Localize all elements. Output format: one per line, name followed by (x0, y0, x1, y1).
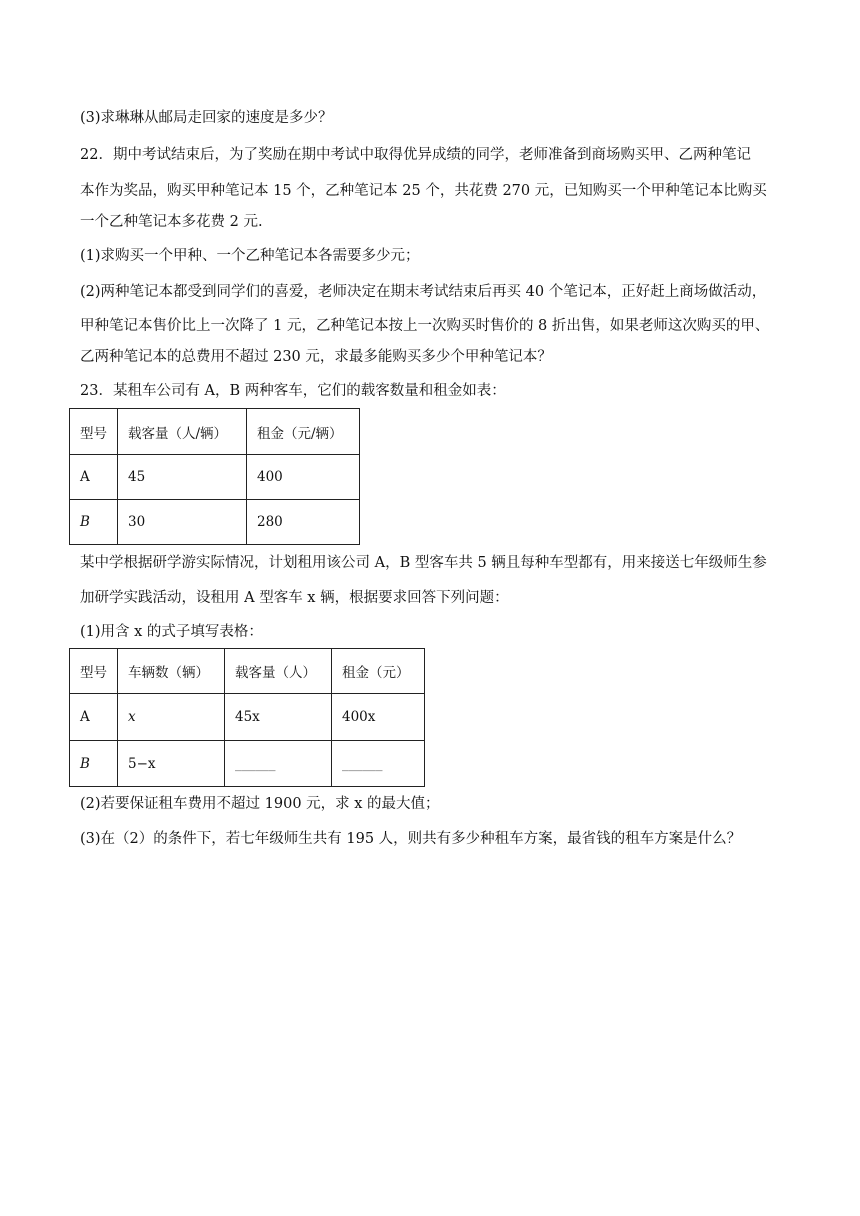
table-row (70, 500, 360, 545)
q23-part3: (3)在（2）的条件下，若七年级师生共有 195 人，则共有多少种租车方案，最省钱的租车方案是什么？ (80, 831, 742, 847)
rental-info-table (69, 408, 360, 545)
q22-stem-line1: 22．期中考试结束后，为了奖励在期中考试中取得优异成绩的同学，老师准备到商场购买甲、乙两种笔记 (80, 147, 751, 163)
table-row (70, 741, 425, 787)
q23-part1: (1)用含 x 的式子填写表格： (80, 624, 263, 640)
answer-blank[interactable]: ______ (332, 741, 425, 787)
q23-intro: 23．某租车公司有 A，B 两种客车，它们的载客数量和租金如表： (80, 383, 506, 399)
table-header-cell: 租金（元/辆） (247, 409, 360, 455)
table-cell: 400x (332, 694, 425, 741)
q22-part2-line3: 乙两种笔记本的总费用不超过 230 元，求最多能购买多少个甲种笔记本？ (80, 349, 552, 365)
table-cell: x (118, 694, 225, 741)
q22-part2-line2: 甲种笔记本售价比上一次降了 1 元，乙种笔记本按上一次购买时售价的 8 折出售，如果老师这次购买的甲、 (80, 318, 770, 334)
q22-part2-line1: (2)两种笔记本都受到同学们的喜爱，老师决定在期末考试结束后再买 40 个笔记本，正好赶上商场做活动， (80, 284, 767, 300)
table-header-cell: 型号 (70, 409, 118, 455)
table-cell: B (70, 741, 118, 787)
q21-part3: (3)求琳琳从邮局走回家的速度是多少？ (80, 110, 333, 126)
table-cell: 400 (247, 455, 360, 500)
q22-part1: (1)求购买一个甲种、一个乙种笔记本各需要多少元； (80, 248, 420, 264)
q23-part2: (2)若要保证租车费用不超过 1900 元，求 x 的最大值； (80, 796, 440, 812)
q22-stem-line3: 一个乙种笔记本多花费 2 元. (80, 214, 263, 230)
table-cell: A (70, 694, 118, 741)
table-cell: A (70, 455, 118, 500)
table-cell: 30 (118, 500, 247, 545)
table-row (70, 694, 425, 741)
table-row (70, 455, 360, 500)
table-header-cell: 车辆数（辆） (118, 649, 225, 694)
q23-para-line2: 加研学实践活动，设租用 A 型客车 x 辆，根据要求回答下列问题： (80, 590, 509, 606)
table-header-row (70, 409, 360, 455)
q22-stem-line2: 本作为奖品，购买甲种笔记本 15 个，乙种笔记本 25 个，共花费 270 元，已知购买一个甲种笔记本比购买 (80, 183, 767, 199)
table-cell: 280 (247, 500, 360, 545)
answer-blank[interactable]: ______ (225, 741, 332, 787)
table-header-cell: 载客量（人/辆） (118, 409, 247, 455)
table-header-cell: 租金（元） (332, 649, 425, 694)
table-header-row (70, 649, 425, 694)
table-cell: B (70, 500, 118, 545)
fill-in-table (69, 648, 425, 787)
table-cell: 5−x (118, 741, 225, 787)
table-cell: 45 (118, 455, 247, 500)
table-cell: 45x (225, 694, 332, 741)
table-header-cell: 型号 (70, 649, 118, 694)
q23-para-line1: 某中学根据研学游实际情况，计划租用该公司 A，B 型客车共 5 辆且每种车型都有，用来接送七年级师生参 (80, 555, 767, 571)
table-header-cell: 载客量（人） (225, 649, 332, 694)
